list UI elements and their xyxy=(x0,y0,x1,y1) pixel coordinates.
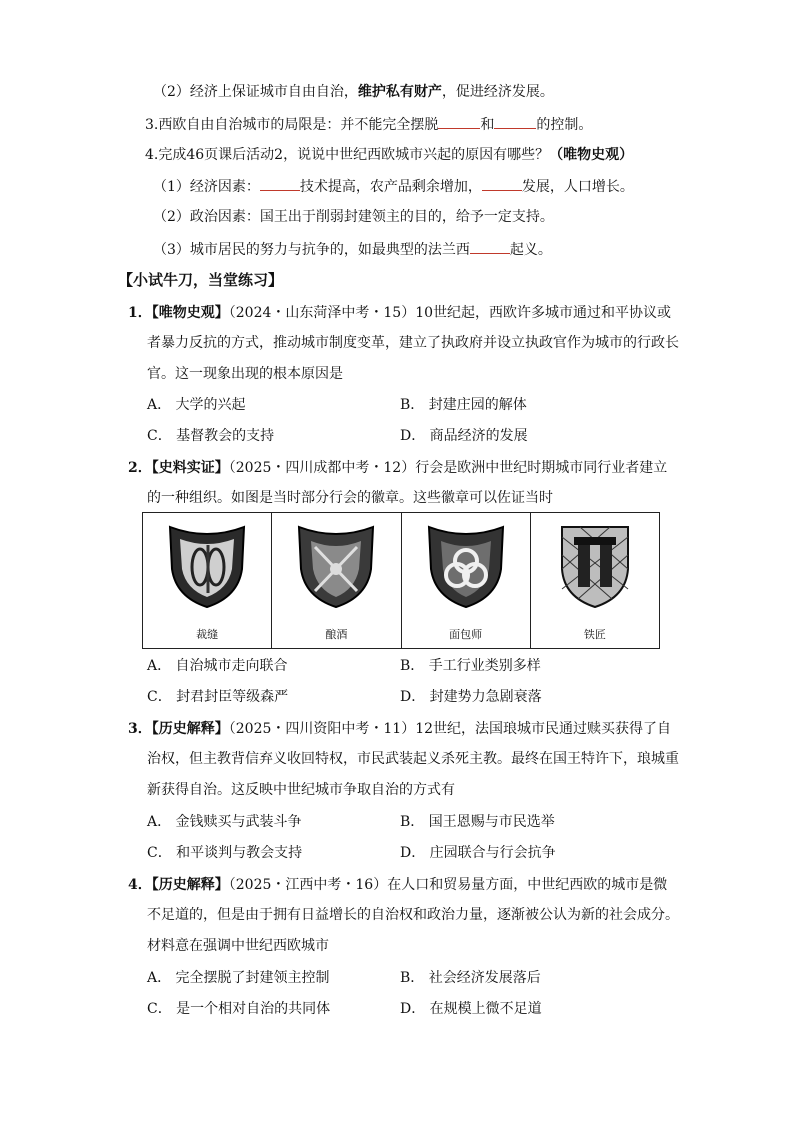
tag: 【历史解释】 xyxy=(151,877,229,893)
tag: 【唯物史观】 xyxy=(151,305,229,321)
q3-option-c[interactable]: C． 和平谈判与教会支持 xyxy=(147,845,303,861)
text-line-economic-factor: （1）经济因素： 技术提高，农产品剩余增加， 发展，人口增长。 xyxy=(153,176,634,197)
question-3-line-2: 治权，但主教背信弃义收回特权，市民武装起义杀死主教。最终在国王特许下，琅城重 xyxy=(147,751,679,767)
badge-blacksmith xyxy=(531,513,659,648)
q3-option-a[interactable]: A． 金钱赎买与武装斗争 xyxy=(147,814,302,830)
q4-option-a[interactable]: A． 完全摆脱了封建领主控制 xyxy=(147,970,330,986)
q1-option-d[interactable]: D． 商品经济的发展 xyxy=(400,428,528,444)
question-4-line-3: 材料意在强调中世纪西欧城市 xyxy=(147,938,329,954)
q2-option-a[interactable]: A． 自治城市走向联合 xyxy=(147,658,288,674)
question-4-line-2: 不足道的，但是由于拥有日益增长的自治权和政治力量，逐渐被公认为新的社会成分。 xyxy=(147,907,679,923)
guild-badges-figure xyxy=(142,512,660,649)
badge-tailor xyxy=(143,513,272,648)
fill-blank[interactable] xyxy=(438,114,480,129)
q3-option-d[interactable]: D． 庄园联合与行会抗争 xyxy=(400,845,556,861)
question-2: 2．【史料实证】（2025・四川成都中考・12）行会是欧洲中世纪时期城市同行业者建立 xyxy=(128,460,668,476)
question-1-line-2: 者暴力反抗的方式，推动城市制度变革，建立了执政府并设立执政官作为城市的行政长 xyxy=(147,335,679,351)
badge-caption: 酿酒 xyxy=(325,628,348,641)
fill-blank[interactable] xyxy=(470,239,510,254)
question-3-line-3: 新获得自治。这反映中世纪城市争取自治的方式有 xyxy=(147,782,455,798)
baker-shield-icon xyxy=(421,519,511,611)
text-line-citizen-struggle: （3）城市居民的努力与抗争的，如最典型的法兰西 起义。 xyxy=(153,239,552,260)
q2-option-c[interactable]: C． 封君封臣等级森严 xyxy=(147,689,289,705)
text-line-2-economy: （2）经济上保证城市自由自治，维护私有财产，促进经济发展。 xyxy=(153,84,554,100)
q4-option-d[interactable]: D． 在规模上微不足道 xyxy=(400,1001,542,1017)
question-3: 3．【历史解释】（2025・四川资阳中考・11）12世纪，法国琅城市民通过赎买获得了自 xyxy=(128,721,672,737)
q4-option-c[interactable]: C． 是一个相对自治的共同体 xyxy=(147,1001,331,1017)
badge-brewer xyxy=(272,513,401,648)
fill-blank[interactable] xyxy=(494,114,536,129)
brewer-shield-icon xyxy=(291,519,381,611)
fill-blank[interactable] xyxy=(260,176,300,191)
q3-option-b[interactable]: B． 国王恩赐与市民选举 xyxy=(400,814,555,830)
badge-caption: 铁匠 xyxy=(583,628,606,641)
tailor-shield-icon xyxy=(162,519,252,611)
q1-option-b[interactable]: B． 封建庄园的解体 xyxy=(400,397,527,413)
q2-option-b[interactable]: B． 手工行业类别多样 xyxy=(400,658,541,674)
fill-blank[interactable] xyxy=(482,176,522,191)
tag-materialism: （唯物史观） xyxy=(549,147,634,163)
badge-caption: 裁缝 xyxy=(196,628,219,641)
badge-caption: 面包师 xyxy=(449,628,483,641)
text-line-4-activity: 4.完成46页课后活动2，说说中世纪西欧城市兴起的原因有哪些？（唯物史观） xyxy=(145,147,634,163)
badge-baker xyxy=(402,513,531,648)
practice-heading: 【小试牛刀，当堂练习】 xyxy=(118,271,284,289)
blacksmith-shield-icon xyxy=(550,519,640,611)
question-2-line-2: 的一种组织。如图是当时部分行会的徽章。这些徽章可以佐证当时 xyxy=(147,490,553,506)
question-1: 1．【唯物史观】（2024・山东菏泽中考・15）10世纪起，西欧许多城市通过和平协议或 xyxy=(128,305,672,321)
q2-option-d[interactable]: D． 封建势力急剧衰落 xyxy=(400,689,542,705)
q1-option-c[interactable]: C． 基督教会的支持 xyxy=(147,428,275,444)
tag: 【史料实证】 xyxy=(151,460,229,476)
text-line-political-factor: （2）政治因素：国王出于削弱封建领主的目的，给予一定支持。 xyxy=(153,209,554,225)
tag: 【历史解释】 xyxy=(151,721,229,737)
q4-option-b[interactable]: B． 社会经济发展落后 xyxy=(400,970,541,986)
bold-private-property: 维护私有财产 xyxy=(357,84,442,100)
question-1-line-3: 官。这一现象出现的根本原因是 xyxy=(147,366,343,382)
question-4: 4．【历史解释】（2025・江西中考・16）在人口和贸易量方面，中世纪西欧的城市是微 xyxy=(128,877,668,893)
text-line-3-limits: 3.西欧自由自治城市的局限是：并不能完全摆脱 和 的控制。 xyxy=(145,114,592,135)
q1-option-a[interactable]: A． 大学的兴起 xyxy=(147,397,246,413)
